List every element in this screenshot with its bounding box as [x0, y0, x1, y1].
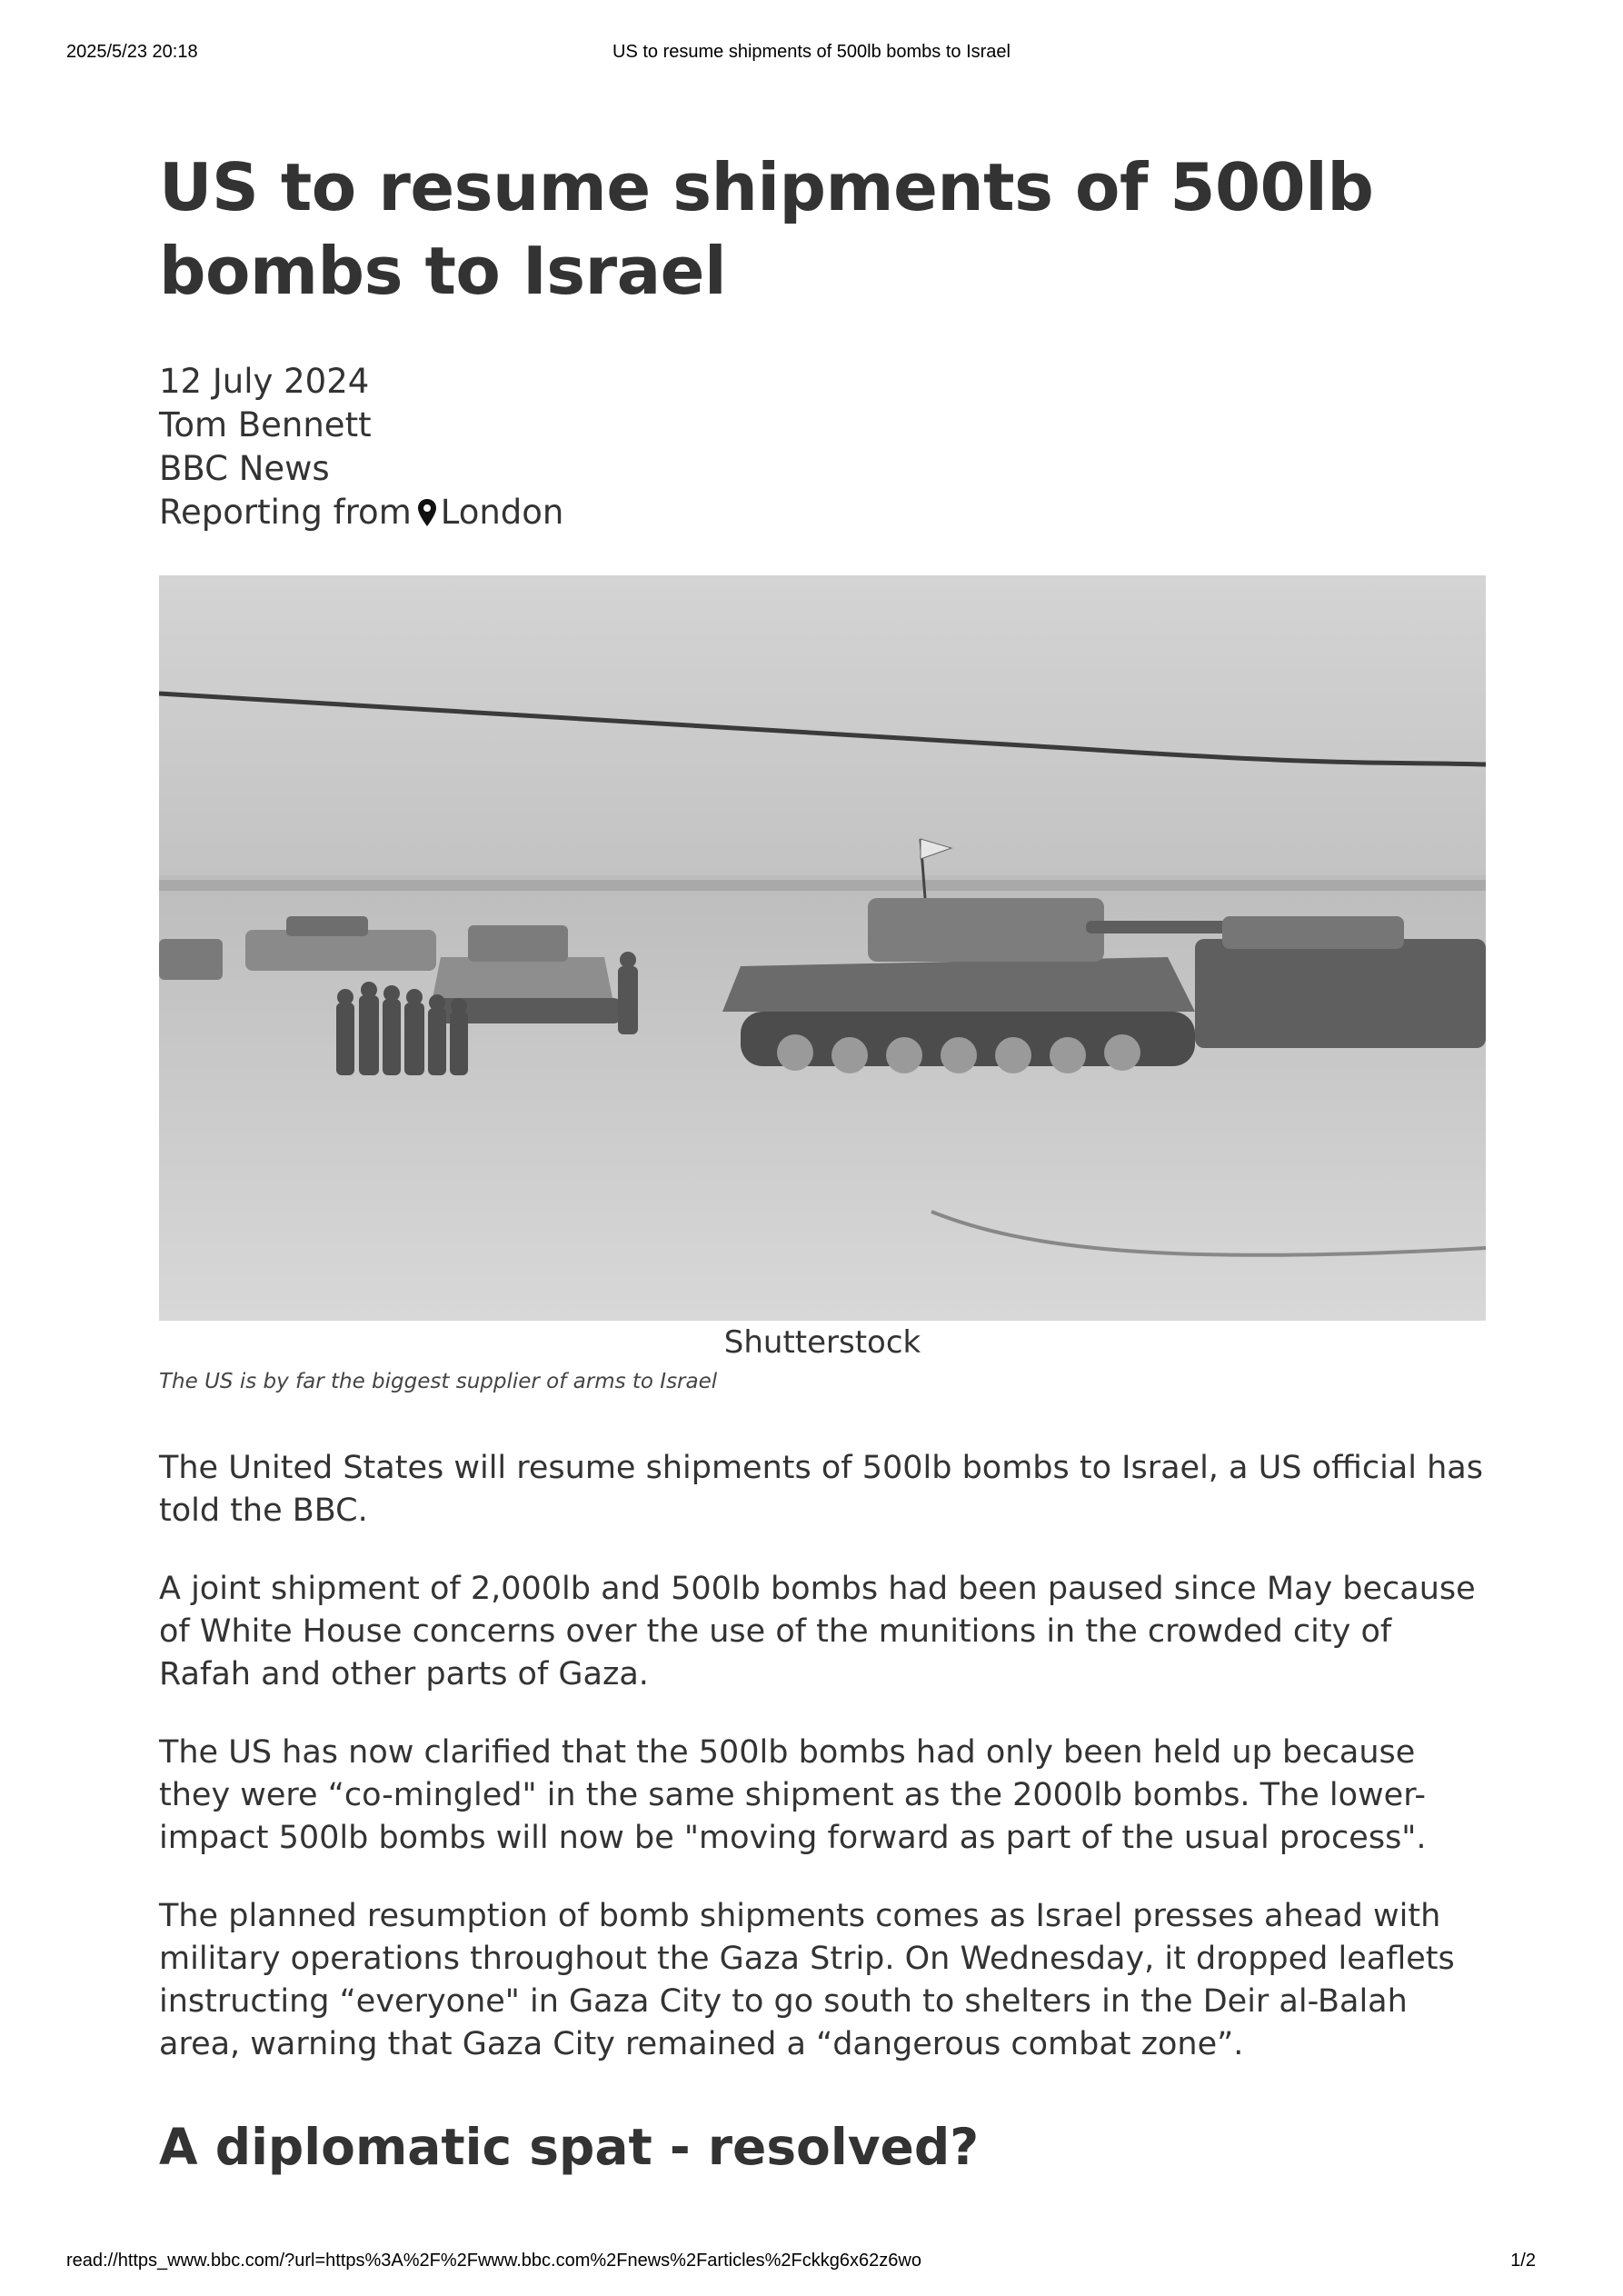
paragraph: The planned resumption of bomb shipments comes as Israel presses ahead with military operations throughout the Gaza Strip. On Wednesday, it dropped leaflets instructing “everyone" in Gaza City to go south to shelters in the Deir al-Balah area, warning that Gaza City remained a “dangerous combat zone”. [159, 1898, 1455, 2062]
article [159, 145, 1486, 2176]
image-caption: The US is by far the biggest supplier of arms to Israel [159, 1370, 718, 1393]
section-heading: A diplomatic spat - resolved? [159, 2118, 980, 2176]
map-pin-icon [417, 494, 437, 538]
paragraph: The United States will resume shipments of 500lb bombs to Israel, a US official has told the BBC. [159, 1450, 1483, 1529]
print-document-title: US to resume shipments of 500lb bombs to Israel [612, 42, 1011, 62]
reporting-from-label: Reporting from [159, 493, 412, 532]
reporting-location [159, 491, 1486, 538]
publish-date: 12 July 2024 [159, 362, 370, 401]
page-number: 1/2 [1510, 2251, 1536, 2271]
print-datetime: 2025/5/23 20:18 [66, 42, 198, 62]
print-url: read://https_www.bbc.com/?url=https%3A%2F%2Fwww.bbc.com%2Fnews%2Farticles%2Fckkg6x62z6wo [66, 2251, 921, 2271]
paragraph: A joint shipment of 2,000lb and 500lb bombs had been paused since May because of White House concerns over the use of the munitions in the crowded city of Rafah and other parts of Gaza. [159, 1571, 1476, 1692]
author-name: Tom Bennett [159, 405, 372, 444]
article-body [159, 1447, 1486, 2101]
byline [159, 360, 1486, 538]
article-photo [159, 575, 1486, 1321]
image-credit: Shutterstock [723, 1324, 921, 1361]
print-header [0, 42, 1623, 69]
paragraph: The US has now clarified that the 500lb bombs had only been held up because they were “co-mingled" in the same shipment as the 2000lb bombs. The lower-impact 500lb bombs will now be "moving forward as part of the usual process". [159, 1734, 1427, 1856]
article-image-figure [159, 575, 1486, 1397]
outlet-name: BBC News [159, 449, 330, 488]
location-name: London [440, 493, 564, 532]
print-footer [0, 2251, 1623, 2278]
article-headline: US to resume shipments of 500lb bombs to Israel [159, 149, 1374, 309]
